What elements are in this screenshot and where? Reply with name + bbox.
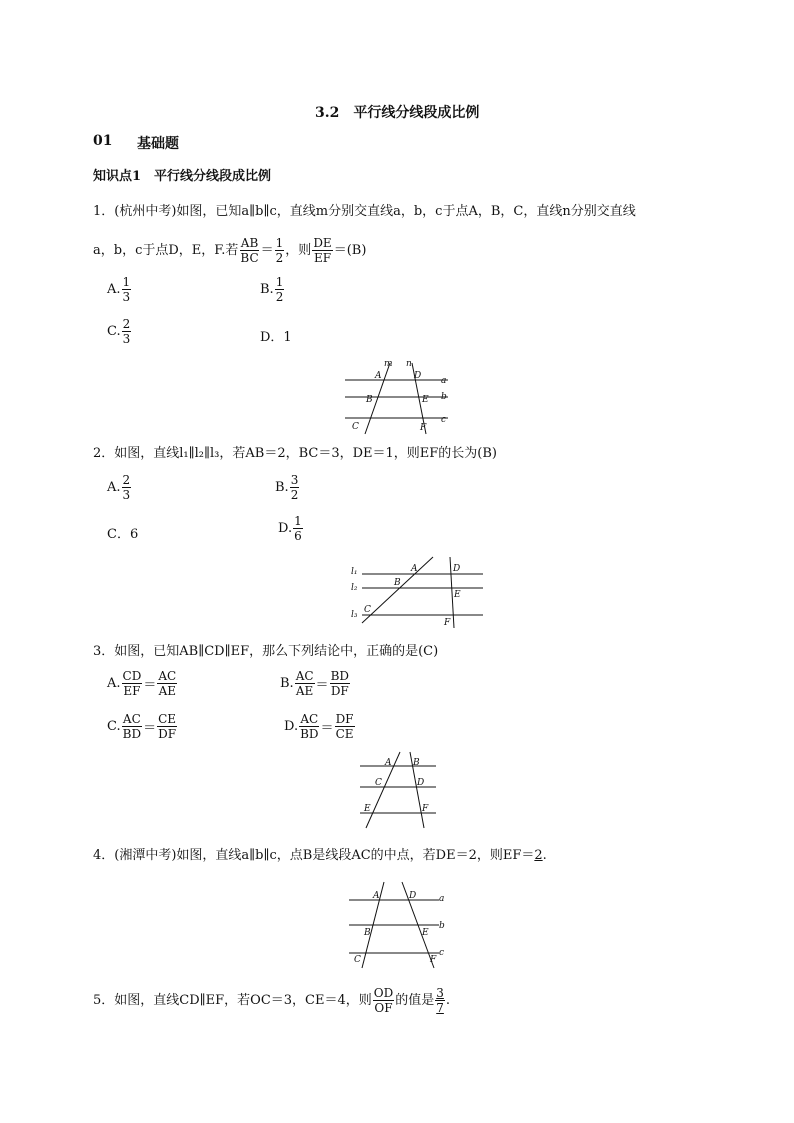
section-label: 基础题 <box>137 136 179 152</box>
q3-a-frac1 <box>122 669 143 698</box>
q1-b-den: 2 <box>275 290 284 304</box>
fig2-label-E: E <box>454 590 461 600</box>
q5-a-num: 3 <box>436 986 444 1000</box>
fig4-label-C: C <box>354 955 361 965</box>
q1-line2-text: a，b，c于点D，E，F.若 <box>93 242 239 258</box>
q1-b-num: 1 <box>275 275 284 289</box>
q2-d-den: 6 <box>294 529 302 543</box>
q3-c-prefix: C. <box>107 719 121 734</box>
q3-a-frac2 <box>157 669 177 698</box>
q1-f3-den: EF <box>313 251 332 265</box>
fig2-label-l3: l₃ <box>351 610 358 620</box>
fig1-label-F: F <box>420 423 427 433</box>
q4-answer: 2 <box>534 848 543 863</box>
q3-b-frac1 <box>295 669 315 698</box>
fig4-label-B: B <box>364 928 371 938</box>
q2-option-a <box>107 473 132 502</box>
fig2-label-l2: l₂ <box>351 583 358 593</box>
q5-f-den: OF <box>374 1001 393 1015</box>
q1-b-frac <box>275 275 285 304</box>
q2-option-d <box>278 514 304 543</box>
fig4-label-A: A <box>373 891 380 901</box>
page-title: 3.2 平行线分线段成比例 <box>315 105 480 121</box>
q2-option-b <box>275 473 300 502</box>
q3-a-n2: AC <box>158 669 177 683</box>
q2-a-num: 2 <box>122 473 131 487</box>
q3-b-eq: ＝ <box>315 678 329 693</box>
q3-c-n2: CE <box>158 712 177 726</box>
q1-mid-text: ，则 <box>285 242 312 258</box>
q3-text: 3．如图，已知AB∥CD∥EF，那么下列结论中，正确的是(C) <box>93 644 439 659</box>
q1-a-den: 3 <box>122 290 131 304</box>
fig1-label-D: D <box>414 371 422 381</box>
q1-c-num: 2 <box>122 317 131 331</box>
fig2-label-A: A <box>411 564 418 574</box>
fig3-label-B: B <box>413 758 420 768</box>
fig1-label-C: C <box>352 422 359 432</box>
q3-d-frac1 <box>299 712 319 741</box>
q3-b-d2: DF <box>330 684 349 698</box>
q3-a-eq: ＝ <box>143 678 157 693</box>
fig3-label-F: F <box>422 804 429 814</box>
q1-c-prefix: C. <box>107 324 121 339</box>
q1-b-prefix: B. <box>260 282 274 297</box>
q4-text: 4．(湘潭中考)如图，直线a∥b∥c，点B是线段AC的中点，若DE＝2，则EF＝ <box>93 848 535 863</box>
figure-1 <box>340 358 460 436</box>
fig1-label-m: m <box>384 359 393 369</box>
q1-fraction-ab-bc <box>239 236 259 265</box>
q5-mid: 的值是 <box>395 992 435 1008</box>
fig4-label-b: b <box>439 921 445 931</box>
q2-a-prefix: A. <box>107 480 121 495</box>
q1-fraction-half <box>275 236 285 265</box>
q2-a-den: 3 <box>122 488 131 502</box>
figure-3 <box>352 752 442 832</box>
q4-end: . <box>542 848 547 863</box>
fig4-label-D: D <box>409 891 417 901</box>
q3-d-eq: ＝ <box>320 721 334 736</box>
q3-b-frac2 <box>330 669 350 698</box>
q5-end: . <box>445 992 451 1008</box>
fig4-label-a: a <box>439 894 445 904</box>
q2-d-frac <box>293 514 303 543</box>
q1-equals: ＝ <box>260 242 274 258</box>
q1-answer: ＝(B) <box>333 242 367 258</box>
q5-f-num: OD <box>373 986 394 1000</box>
q1-line2 <box>93 236 366 265</box>
q5-fraction <box>373 986 394 1015</box>
q1-a-frac <box>122 275 132 304</box>
q3-c-frac2 <box>157 712 177 741</box>
q4-line <box>93 847 547 865</box>
q3-c-d2: DF <box>158 727 177 741</box>
fig2-label-F: F <box>444 618 451 628</box>
q1-c-frac <box>122 317 132 346</box>
figure-4 <box>344 880 456 970</box>
fig2-label-D: D <box>453 564 461 574</box>
fig1-label-a: a <box>441 376 447 386</box>
knowledge-point-heading: 知识点1 平行线分线段成比例 <box>93 169 272 184</box>
q3-d-n2: DF <box>335 712 354 726</box>
q2-b-num: 3 <box>290 473 299 487</box>
fig1-label-A: A <box>375 371 382 381</box>
fig3-label-D: D <box>417 778 425 788</box>
fig2-label-l1: l₁ <box>351 567 358 577</box>
q3-d-frac2 <box>335 712 355 741</box>
q1-a-prefix: A. <box>107 282 121 297</box>
fig4-label-c: c <box>439 948 445 958</box>
fig1-label-E: E <box>422 395 429 405</box>
q1-option-c <box>107 317 132 346</box>
q1-d-text: D．1 <box>260 330 292 345</box>
fig2-label-B: B <box>394 578 401 588</box>
q1-c-den: 3 <box>122 332 131 346</box>
q3-d-d2: CE <box>335 727 354 741</box>
fig1-label-B: B <box>366 395 373 405</box>
q2-d-prefix: D. <box>278 521 293 536</box>
q5-answer <box>435 986 445 1015</box>
q3-d-n1: AC <box>300 712 319 726</box>
q2-b-prefix: B. <box>275 480 289 495</box>
q3-option-d <box>284 712 356 741</box>
q3-a-d2: AE <box>158 684 176 698</box>
section-number: 01 <box>93 133 113 149</box>
q1-option-d <box>260 326 292 345</box>
q5-a-den: 7 <box>436 1001 444 1015</box>
q3-d-prefix: D. <box>284 719 299 734</box>
q3-c-eq: ＝ <box>143 721 157 736</box>
q3-a-n1: CD <box>122 669 142 683</box>
fig2-label-C: C <box>364 605 371 615</box>
q3-c-n1: AC <box>122 712 141 726</box>
q3-b-prefix: B. <box>280 676 294 691</box>
q2-text: 2．如图，直线l₁∥l₂∥l₃，若AB＝2，BC＝3，DE＝1，则EF的长为(B) <box>93 446 498 461</box>
q1-f1-num: AB <box>240 236 259 250</box>
q1-f2-den: 2 <box>275 251 284 265</box>
q3-b-n1: AC <box>295 669 314 683</box>
q3-c-frac1 <box>122 712 142 741</box>
q2-a-frac <box>122 473 132 502</box>
q3-c-d1: BD <box>122 727 142 741</box>
q1-option-a <box>107 275 132 304</box>
q1-fraction-de-ef <box>312 236 332 265</box>
q1-f1-den: BC <box>240 251 259 265</box>
q3-option-a <box>107 669 178 698</box>
q2-d-num: 1 <box>294 514 302 528</box>
q3-b-d1: AE <box>295 684 314 698</box>
fig1-label-c: c <box>441 415 447 425</box>
q3-a-prefix: A. <box>107 676 121 691</box>
q3-b-n2: BD <box>330 669 350 683</box>
fig4-label-F: F <box>430 955 437 965</box>
q1-line1: 1．(杭州中考)如图，已知a∥b∥c，直线m分别交直线a，b，c于点A，B，C，直线n分别交直线 <box>93 204 636 219</box>
fig3-label-A: A <box>385 758 392 768</box>
fig3-label-C: C <box>375 778 382 788</box>
q1-f3-num: DE <box>313 236 332 250</box>
q3-option-b <box>280 669 351 698</box>
q1-f2-num: 1 <box>275 236 284 250</box>
q5-line <box>93 986 450 1015</box>
q2-b-den: 2 <box>290 488 299 502</box>
q3-option-c <box>107 712 178 741</box>
fig1-label-b: b <box>441 392 447 402</box>
q2-b-frac <box>290 473 300 502</box>
q2-c-text: C．6 <box>107 527 139 542</box>
figure-2 <box>348 555 488 630</box>
q2-option-c <box>107 523 138 542</box>
q5-text: 5．如图，直线CD∥EF，若OC＝3，CE＝4，则 <box>93 992 372 1008</box>
fig4-label-E: E <box>422 928 429 938</box>
fig1-label-n: n <box>406 359 412 369</box>
q3-d-d1: BD <box>300 727 319 741</box>
q1-a-num: 1 <box>122 275 131 289</box>
q3-a-d1: EF <box>123 684 141 698</box>
q1-option-b <box>260 275 285 304</box>
fig3-label-E: E <box>364 804 371 814</box>
